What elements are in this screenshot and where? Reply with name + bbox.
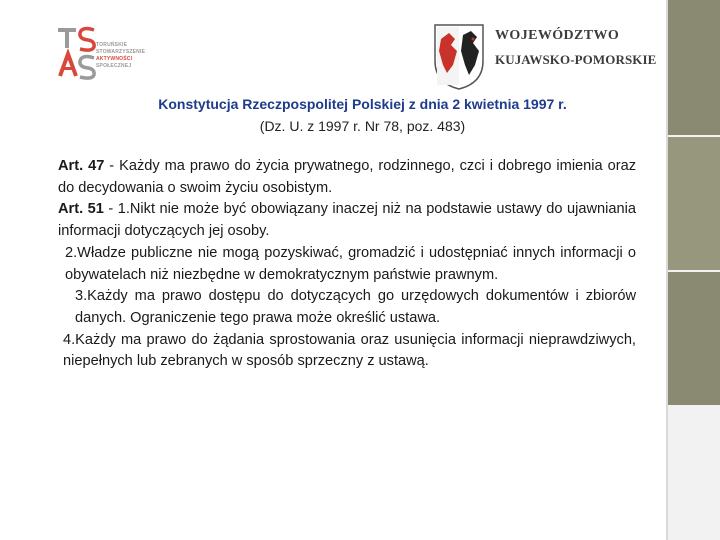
page-subtitle: (Dz. U. z 1997 r. Nr 78, poz. 483) — [259, 118, 466, 134]
article-51-p4: 4.Każdy ma prawo do żądania sprostowania oraz usunięcia informacji nieprawdziwych, niepełnych lub zebranych w sposób sprzeczny z ustawą. — [63, 331, 636, 370]
logo-text-line: TORUŃSKIE — [96, 42, 128, 48]
article-label: Art. 47 — [58, 158, 105, 174]
article-51-p3: 3.Każdy ma prawo dostępu do dotyczących go urzędowych dokumentów i zbiorów danych. Ograniczenie tego prawa może określić ustawa. — [75, 288, 636, 326]
page-title: Konstytucja Rzeczpospolitej Polskiej z dnia 2 kwietnia 1997 r. — [158, 96, 567, 112]
voivodeship-logo — [425, 20, 657, 92]
article-51-p1 — [58, 199, 636, 242]
article-text: - 1.Nikt nie może być obowiązany inaczej niż na podstawie ustawy do ujawniania informacji dotyczących jej osoby. — [58, 201, 636, 240]
logo-text-line: STOWARZYSZENIE — [96, 49, 146, 55]
voivodeship-name-line1: WOJEWÓDZTWO — [495, 28, 620, 43]
sidebar-block — [668, 0, 720, 135]
logo-text-line: AKTYWNOŚCI — [96, 56, 133, 62]
voivodeship-name-line2: KUJAWSKO-POMORSKIE — [495, 52, 657, 67]
sidebar-block — [668, 272, 720, 405]
coat-of-arms-icon — [429, 21, 489, 91]
tsas-logo — [58, 24, 158, 84]
article-body — [58, 156, 636, 373]
article-text: - Każdy ma prawo do życia prywatnego, rodzinnego, czci i dobrego imienia oraz do decydowania o swoim życiu osobistym. — [58, 158, 636, 196]
article-47 — [58, 156, 636, 199]
article-51-p2: 2.Władze publiczne nie mogą pozyskiwać, gromadzić i udostępniać innych informacji o obywatelach niż niezbędne w demokratycznym państwie prawnym. — [65, 244, 636, 283]
decorative-sidebar — [666, 0, 720, 540]
sidebar-block — [668, 407, 720, 540]
logo-text-line: SPOŁECZNEJ — [96, 63, 132, 69]
sidebar-block — [668, 137, 720, 270]
article-label: Art. 51 — [58, 201, 104, 218]
tsas-logo-icon — [58, 24, 98, 84]
